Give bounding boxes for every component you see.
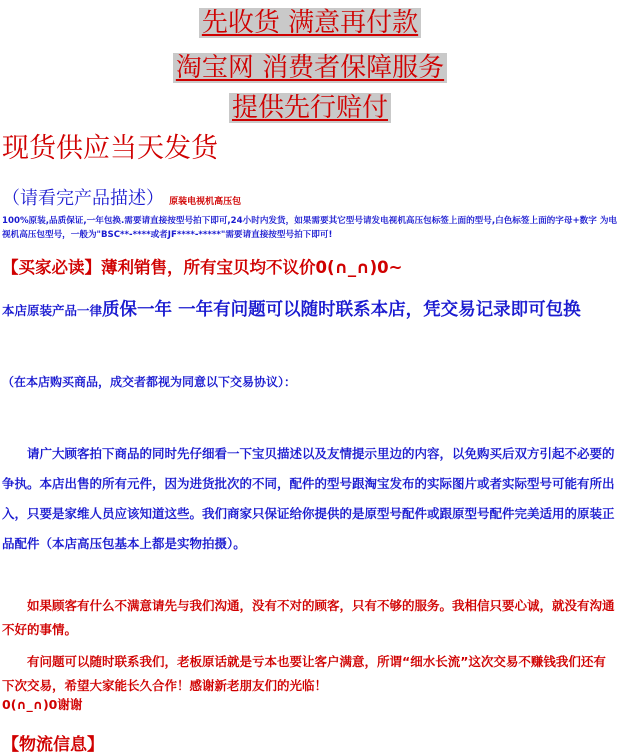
agreement-note: （在本店购买商品，成交者都视为同意以下交易协议）： — [2, 375, 297, 389]
banner-pay-after-receipt — [0, 8, 620, 38]
warranty-main: 质保一年 一年有问题可以随时联系本店，凭交易记录即可包换 — [102, 300, 581, 320]
warranty-prefix: 本店原装产品一律 — [2, 303, 103, 318]
banner-advance-compensation — [0, 93, 620, 123]
paragraph-contact: 有问题可以随时联系我们，老板原话就是亏本也要让客户满意，所谓“细水长流”这次交易不赚钱我们还有下次交易，希望大家能长久合作！感谢新老朋友们的光临！ — [2, 654, 606, 693]
paragraph-description-notice: 请广大顾客拍下商品的同时先仔细看一下宝贝描述以及友情提示里边的内容，以免购买后双方引起不必要的争执。本店出售的所有元件，因为进货批次的不同，配件的型号跟淘宝发布的实际图片或者实际型号可能有所出入，只要是家维人员应该知道这些。我们商家只保证给你提供的是原型号配件或跟原型号配件完美适用的原装正品配件（本店高压包基本上都是实物拍摄）。 — [2, 446, 615, 551]
banner-text: 提供先行赔付 — [229, 93, 391, 123]
description-product-name: 原装电视机高压包 — [169, 197, 242, 207]
fine-print: 100%原装,品质保证,一年包换.需要请直接按型号拍下即可,24小时内发货，如果需要其它型号请发电视机高压包标签上面的型号,白色标签上面的字母+数字 为电视机高压包型号，一般为"BSC**-****或者JF****-*****"需要请直接按型号拍下即可! — [2, 216, 618, 240]
logistics-heading: 【物流信息】 — [2, 735, 104, 755]
warranty-statement — [2, 296, 618, 325]
description-heading — [2, 184, 618, 210]
buyer-notice: 【买家必读】薄利销售，所有宝贝均不议价0(∩_∩)0~ — [2, 258, 403, 277]
banner-consumer-protection — [0, 53, 620, 83]
paragraph-communication: 如果顾客有什么不满意请先与我们沟通，没有不对的顾客，只有不够的服务。我相信只要心诚，就没有沟通不好的事情。 — [2, 598, 615, 637]
banner-text: 先收货 满意再付款 — [199, 8, 421, 38]
description-big-text: （请看完产品描述） — [2, 188, 164, 209]
thanks-text: 0(∩_∩)0谢谢 — [2, 697, 83, 712]
page-headline: 现货供应当天发货 — [2, 133, 218, 164]
banner-text: 淘宝网 消费者保障服务 — [173, 53, 447, 83]
